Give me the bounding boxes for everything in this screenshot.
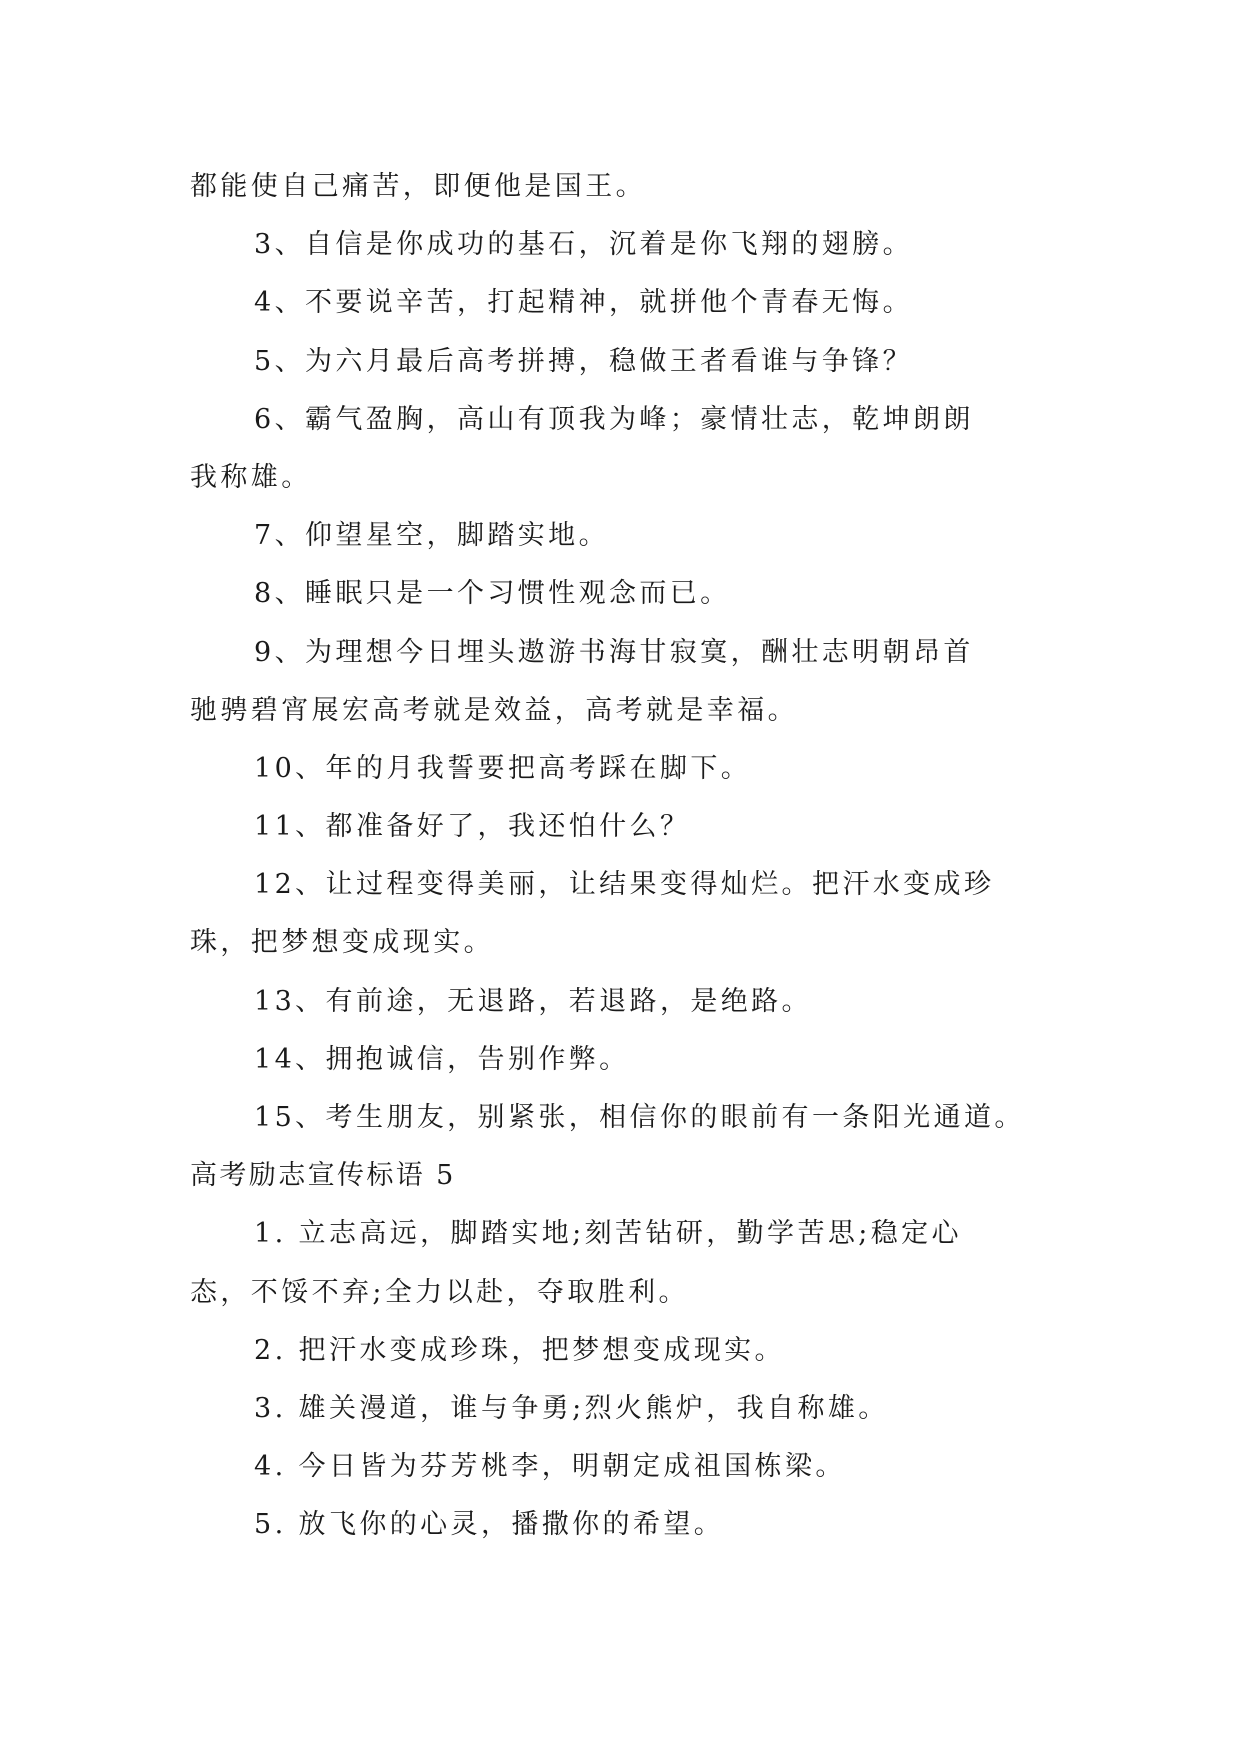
- slogan-item-5: 5、为六月最后高考拼搏，稳做王者看谁与争锋？: [254, 345, 913, 377]
- slogan-item-9-continuation: 驰骋碧宵展宏高考就是效益，高考就是幸福。: [190, 694, 798, 726]
- section-heading: 高考励志宣传标语 5: [190, 1160, 456, 1192]
- slogan-item-6: 6、霸气盈胸，高山有顶我为峰；豪情壮志，乾坤朗朗: [254, 403, 974, 435]
- section5-item-1-continuation: 态，不馁不弃;全力以赴，夺取胜利。: [190, 1276, 689, 1308]
- section5-item-5: 5. 放飞你的心灵，播撒你的希望。: [254, 1509, 725, 1541]
- slogan-item-8: 8、睡眠只是一个习惯性观念而已。: [254, 578, 731, 610]
- text-line-continuation: 都能使自己痛苦，即便他是国王。: [190, 171, 646, 202]
- slogan-item-3: 3、自信是你成功的基石，沉着是你飞翔的翅膀。: [254, 229, 913, 261]
- section5-item-2: 2. 把汗水变成珍珠，把梦想变成现实。: [254, 1334, 785, 1366]
- slogan-item-15: 15、考生朋友，别紧张，相信你的眼前有一条阳光通道。: [254, 1102, 1025, 1133]
- slogan-item-4: 4、不要说辛苦，打起精神，就拼他个青春无悔。: [254, 287, 913, 319]
- slogan-item-11: 11、都准备好了，我还怕什么？: [254, 811, 691, 843]
- section5-item-4: 4. 今日皆为芬芳桃李，明朝定成祖国栋梁。: [254, 1451, 846, 1483]
- slogan-item-14: 14、拥抱诚信，告别作弊。: [254, 1043, 630, 1075]
- slogan-item-7: 7、仰望星空，脚踏实地。: [254, 520, 609, 552]
- slogan-item-9: 9、为理想今日埋头遨游书海甘寂寞，酬壮志明朝昂首: [254, 636, 974, 668]
- slogan-item-10: 10、年的月我誓要把高考踩在脚下。: [254, 752, 752, 784]
- slogan-item-6-continuation: 我称雄。: [190, 461, 312, 493]
- slogan-item-13: 13、有前途，无退路，若退路，是绝路。: [254, 985, 812, 1017]
- section5-item-1: 1. 立志高远，脚踏实地;刻苦钻研，勤学苦思;稳定心: [254, 1218, 962, 1250]
- slogan-item-12-continuation: 珠，把梦想变成现实。: [190, 927, 494, 959]
- document-body: [190, 158, 1060, 1555]
- section5-item-3: 3. 雄关漫道，谁与争勇;烈火熊炉，我自称雄。: [254, 1392, 889, 1424]
- slogan-item-12: 12、让过程变得美丽，让结果变得灿烂。把汗水变成珍: [254, 869, 995, 901]
